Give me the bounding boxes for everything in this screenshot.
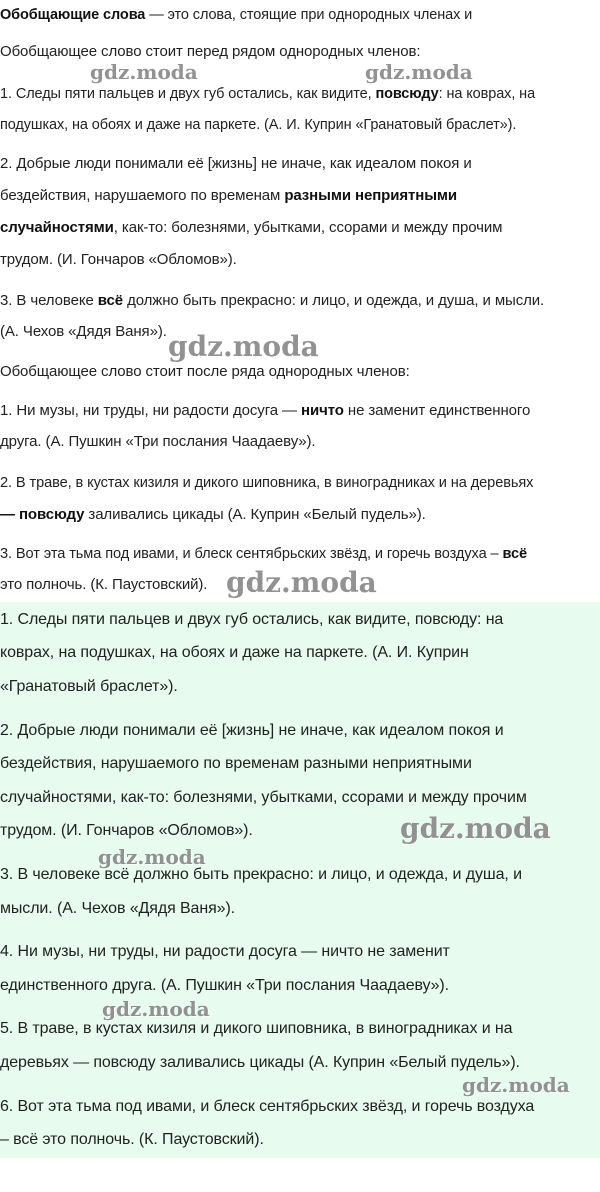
bold-word: повсюду <box>18 506 85 523</box>
text-segment: должно быть прекрасно: и лицо, и одежда, и душа, и мысли. <box>123 292 545 309</box>
answer-2-line-2: бездействия, нарушаемого по временам разными неприятными <box>0 755 472 772</box>
answer-3-line-1: 3. В человеке всё должно быть прекрасно: и лицо, и одежда, и душа, и <box>0 866 522 883</box>
answer-4-line-2: единственного друга. (А. Пушкин «Три послания Чаадаеву»). <box>0 977 450 994</box>
example-2-line-2 <box>0 186 457 206</box>
bold-word: всё <box>97 292 123 309</box>
before-heading: Обобщающее слово стоит перед рядом однородных членов: <box>0 43 421 60</box>
answer-4-line-1: 4. Ни музы, ни труды, ни радости досуга — ничто не заменит <box>0 943 450 960</box>
example-2-line-1: 2. Добрые люди понимали её [жизнь] не иначе, как идеалом покоя и <box>0 155 472 172</box>
example-3-line-2: (А. Чехов «Дядя Ваня»). <box>0 323 167 340</box>
example-3-line-1 <box>0 291 544 311</box>
watermark: gdz.moda <box>365 60 473 84</box>
term-bold: Обобщающие слова <box>0 7 146 23</box>
answer-2-line-4: трудом. (И. Гончаров «Обломов»). <box>0 822 253 839</box>
example-5-line-1: 2. В траве, в кустах кизиля и дикого шиповника, в виноградниках и на деревьях <box>0 475 534 491</box>
text-segment: 1. Ни музы, ни труды, ни радости досуга — <box>0 402 302 419</box>
after-heading: Обобщающее слово стоит после ряда однородных членов: <box>0 363 410 380</box>
example-4-line-1 <box>0 401 530 421</box>
bold-dash: — <box>0 506 19 523</box>
watermark: gdz.moda <box>98 845 206 869</box>
example-4-line-2: друга. (А. Пушкин «Три послания Чаадаеву»). <box>0 433 316 450</box>
answer-1-line-2: коврах, на подушках, на обоях и даже на паркете. (А. И. Куприн <box>0 644 469 661</box>
bold-word: повсюду <box>375 86 439 102</box>
text-segment: 3. В человеке <box>0 292 98 309</box>
answer-5-line-2: деревьях — повсюду заливались цикады (А. Куприн «Белый пудель»). <box>0 1054 520 1071</box>
intro-line <box>0 5 472 25</box>
text-segment: , как-то: болезнями, убытками, ссорами и между прочим <box>113 219 503 236</box>
text-segment: не заменит единственного <box>343 402 531 419</box>
intro-rest: — это слова, стоящие при однородных членах и <box>145 7 473 23</box>
example-2-line-3 <box>0 218 502 238</box>
text-segment: бездействия, нарушаемого по временам <box>0 187 285 204</box>
answer-5-line-1: 5. В траве, в кустах кизиля и дикого шиповника, в виноградниках и на <box>0 1020 513 1037</box>
answer-6-line-2: – всё это полночь. (К. Паустовский). <box>0 1131 264 1148</box>
answer-1-line-3: «Гранатовый браслет»). <box>0 678 178 695</box>
answer-6-line-1: 6. Вот эта тьма под ивами, и блеск сентябрьских звёзд, и горечь воздуха <box>0 1098 535 1115</box>
text-segment: 1. Следы пяти пальцев и двух губ остались, как видите, <box>0 86 376 102</box>
watermark: gdz.moda <box>90 60 198 84</box>
example-6-line-2: это полночь. (К. Паустовский). <box>0 576 208 593</box>
answer-2-line-3: случайностями, как-то: болезнями, убытками, ссорами и между прочим <box>0 789 527 806</box>
answer-1-line-1: 1. Следы пяти пальцев и двух губ остались, как видите, повсюду: на <box>0 611 504 628</box>
watermark: gdz.moda <box>168 330 319 363</box>
watermark: gdz.moda <box>462 1073 570 1097</box>
text-segment: : на коврах, на <box>438 86 536 102</box>
watermark: gdz.moda <box>102 997 210 1021</box>
example-1-line-2: подушках, на обоях и даже на паркете. (А. И. Куприн «Гранатовый браслет»). <box>0 117 517 133</box>
bold-word: всё <box>502 546 528 562</box>
text-segment: заливались цикады (А. Куприн «Белый пудель»). <box>84 506 426 523</box>
answer-3-line-2: мысли. (А. Чехов «Дядя Ваня»). <box>0 900 236 917</box>
example-1-line-1 <box>0 84 535 104</box>
text-segment: 3. Вот эта тьма под ивами, и блеск сентябрьских звёзд, и горечь воздуха – <box>0 546 503 562</box>
example-6-line-1 <box>0 544 527 564</box>
bold-word: ничто <box>301 402 344 419</box>
bold-word: случайностями <box>0 219 114 236</box>
bold-word: разными неприятными <box>284 187 458 204</box>
example-2-line-4: трудом. (И. Гончаров «Обломов»). <box>0 251 237 268</box>
answer-2-line-1: 2. Добрые люди понимали её [жизнь] не иначе, как идеалом покоя и <box>0 722 504 739</box>
example-5-line-2 <box>0 505 426 525</box>
watermark: gdz.moda <box>400 812 551 845</box>
watermark: gdz.moda <box>226 566 377 599</box>
